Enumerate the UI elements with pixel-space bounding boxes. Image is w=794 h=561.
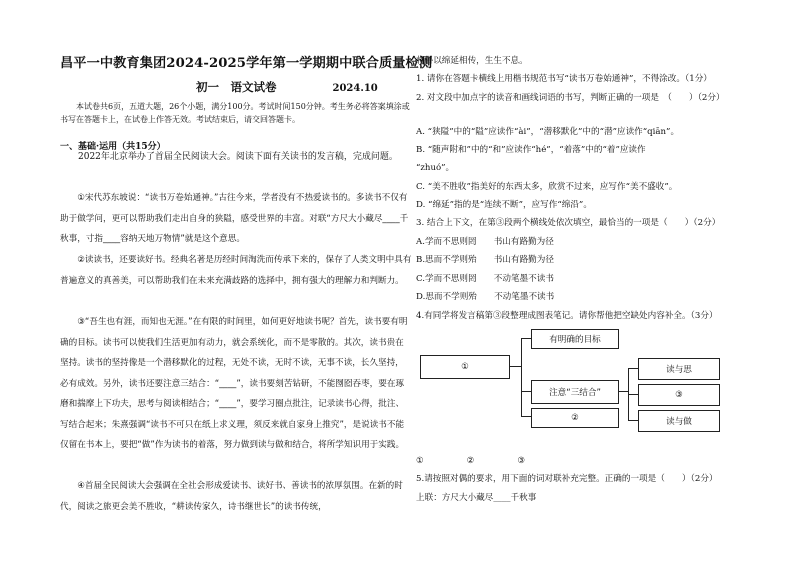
connector-line <box>521 338 531 339</box>
connector-line <box>509 366 521 367</box>
section-intro: 2022年北京举办了首届全民阅读大会。阅读下面有关读书的发言稿，完成问题。 <box>78 152 398 162</box>
question-4: 4.有同学将发言稿第③段整理成图表笔记。请你帮他把空缺处内容补全。（3分） <box>416 311 718 321</box>
connector-line <box>521 338 522 416</box>
question-2-option-c: C. “美不胜收”指美好的东西太多，欣赏不过来，应写作“美不盛收”。 <box>416 182 678 192</box>
question-3-option-b: B.思而不学则殆 书山有路勤为径 <box>416 255 554 265</box>
paragraph-3: ③“吾生也有涯，而知也无涯。”在有限的时间里，如何更好地读书呢？首先，读书要有明确的目标。读书可以使我们生活更加有动力，就会系统化，而不是零散的。其次，读书贵在坚持。读书的坚持像是一个潜移默化的过程，无处不读，无时不读，无事不读，长久坚持，必有成效。另外，读书还要注意三结合：“____”，读书要刻苦钻研，不能囫囵吞枣，要在琢磨和揣摩上下功夫，思考与阅读相结合；“____”，要学习圈点批注，记录读书心得，批注、写结合起来；朱熹强调“读书不可只在纸上求义理，须反来就自家身上推究”，是说读书不能仅留在书本上，要把“做”作为读书的着落，努力做到读与做和结合，将所学知识用于实践。 <box>60 317 408 450</box>
connector-line <box>628 368 638 369</box>
question-4-answer-blanks: ① ② ③ <box>416 456 560 466</box>
connector-line <box>628 394 638 395</box>
paragraph-4: ④首届全民阅读大会强调在全社会形成爱读书、读好书、善读书的浓厚氛围。在新的时代，阅读之旅更会美不胜收，“耕读传家久，诗书继世长”的读书传统， <box>60 481 403 512</box>
section-heading: 一、基础·运用（共15分） <box>60 142 166 152</box>
diagram-left-box: ① <box>420 355 510 379</box>
question-2-option-a: A. “狭隘”中的“隘”应读作“ài”，“潜移默化”中的“潜”应读作“qiān”。 <box>416 127 680 137</box>
connector-line <box>521 416 531 417</box>
connector-line <box>521 391 531 392</box>
diagram-top-box: 有明确的目标 <box>531 329 619 349</box>
paragraph-1: ①宋代苏东坡说：“读书万卷始通神。”古往今来，学者没有不热爱读书的。多读书不仅有助于做学问，更可以帮助我们走出自身的狭隘，感受世界的丰富。对联“方尺大小藏尽____千秋事，寸指____容纳天地万物情”就是这个意思。 <box>60 193 409 244</box>
connector-line <box>618 391 628 392</box>
question-2: 2. 对文段中加点字的读音和画线词语的书写，判断正确的一项是 （ ）（2分） <box>416 93 725 103</box>
reading-notes-diagram <box>416 328 746 448</box>
diagram-right-box-1: 读与思 <box>638 358 720 380</box>
exam-subtitle <box>196 79 378 95</box>
question-2-option-d: D. “绵延”指的是“连续不断”，应写作“绵沿”。 <box>416 200 592 210</box>
diagram-right-box-3: 读与做 <box>638 410 720 432</box>
connector-line <box>628 420 638 421</box>
exam-title: 昌平一中教育集团2024-2025学年第一学期期中联合质量检测 <box>60 56 433 71</box>
question-5: 5.请按照对偶的要求，用下面的词对联补充完整。正确的一项是（ ）（2分） <box>416 474 718 484</box>
question-5-couplet: 上联：方尺大小藏尽____千秋事 <box>416 493 537 503</box>
diagram-right-box-2: ③ <box>638 384 720 406</box>
exam-date: 2024.10 <box>332 83 378 94</box>
diagram-bottom-box: ② <box>531 408 619 428</box>
paragraph-2: ②读读书，还要读好书。经典名著是历经时间淘洗而传承下来的，保存了人类文明中具有普遍意义的真善美，可以帮助我们在未来充满歧路的选择中，拥有强大的理解力和判断力。 <box>60 255 412 286</box>
diagram-middle-box: 注意“三结合” <box>531 380 619 404</box>
question-3-option-c: C.学而不思则罔 不动笔墨不读书 <box>416 274 554 284</box>
question-3-option-a: A.学而不思则罔 书山有路勤为径 <box>416 237 554 247</box>
question-2-option-b-cont: “zhuó”。 <box>416 163 455 173</box>
question-3-option-d: D.思而不学则殆 不动笔墨不读书 <box>416 292 555 302</box>
question-3: 3. 结合上下文，在第③段两个横线处依次填空，最恰当的一项是（ ）（2分） <box>416 218 721 228</box>
question-2-option-b: B. “随声附和”中的“和”应读作“hé”，“着落”中的“着”应读作 <box>416 145 646 155</box>
exam-notice: 本试卷共6页，五道大题，26个小题，满分100分。考试时间150分钟。考生务必将答案填涂或书写在答题卡上，在试卷上作答无效。考试结束后，请交回答题卡。 <box>60 102 410 124</box>
question-1: 1. 请你在答题卡横线上用楷书规范书写“读书万卷始通神”，不得涂改。（1分） <box>416 74 712 84</box>
grade-subject: 初一 语文试卷 <box>196 80 277 94</box>
paragraph-4-continued: 将得以绵延相传，生生不息。 <box>416 56 528 66</box>
